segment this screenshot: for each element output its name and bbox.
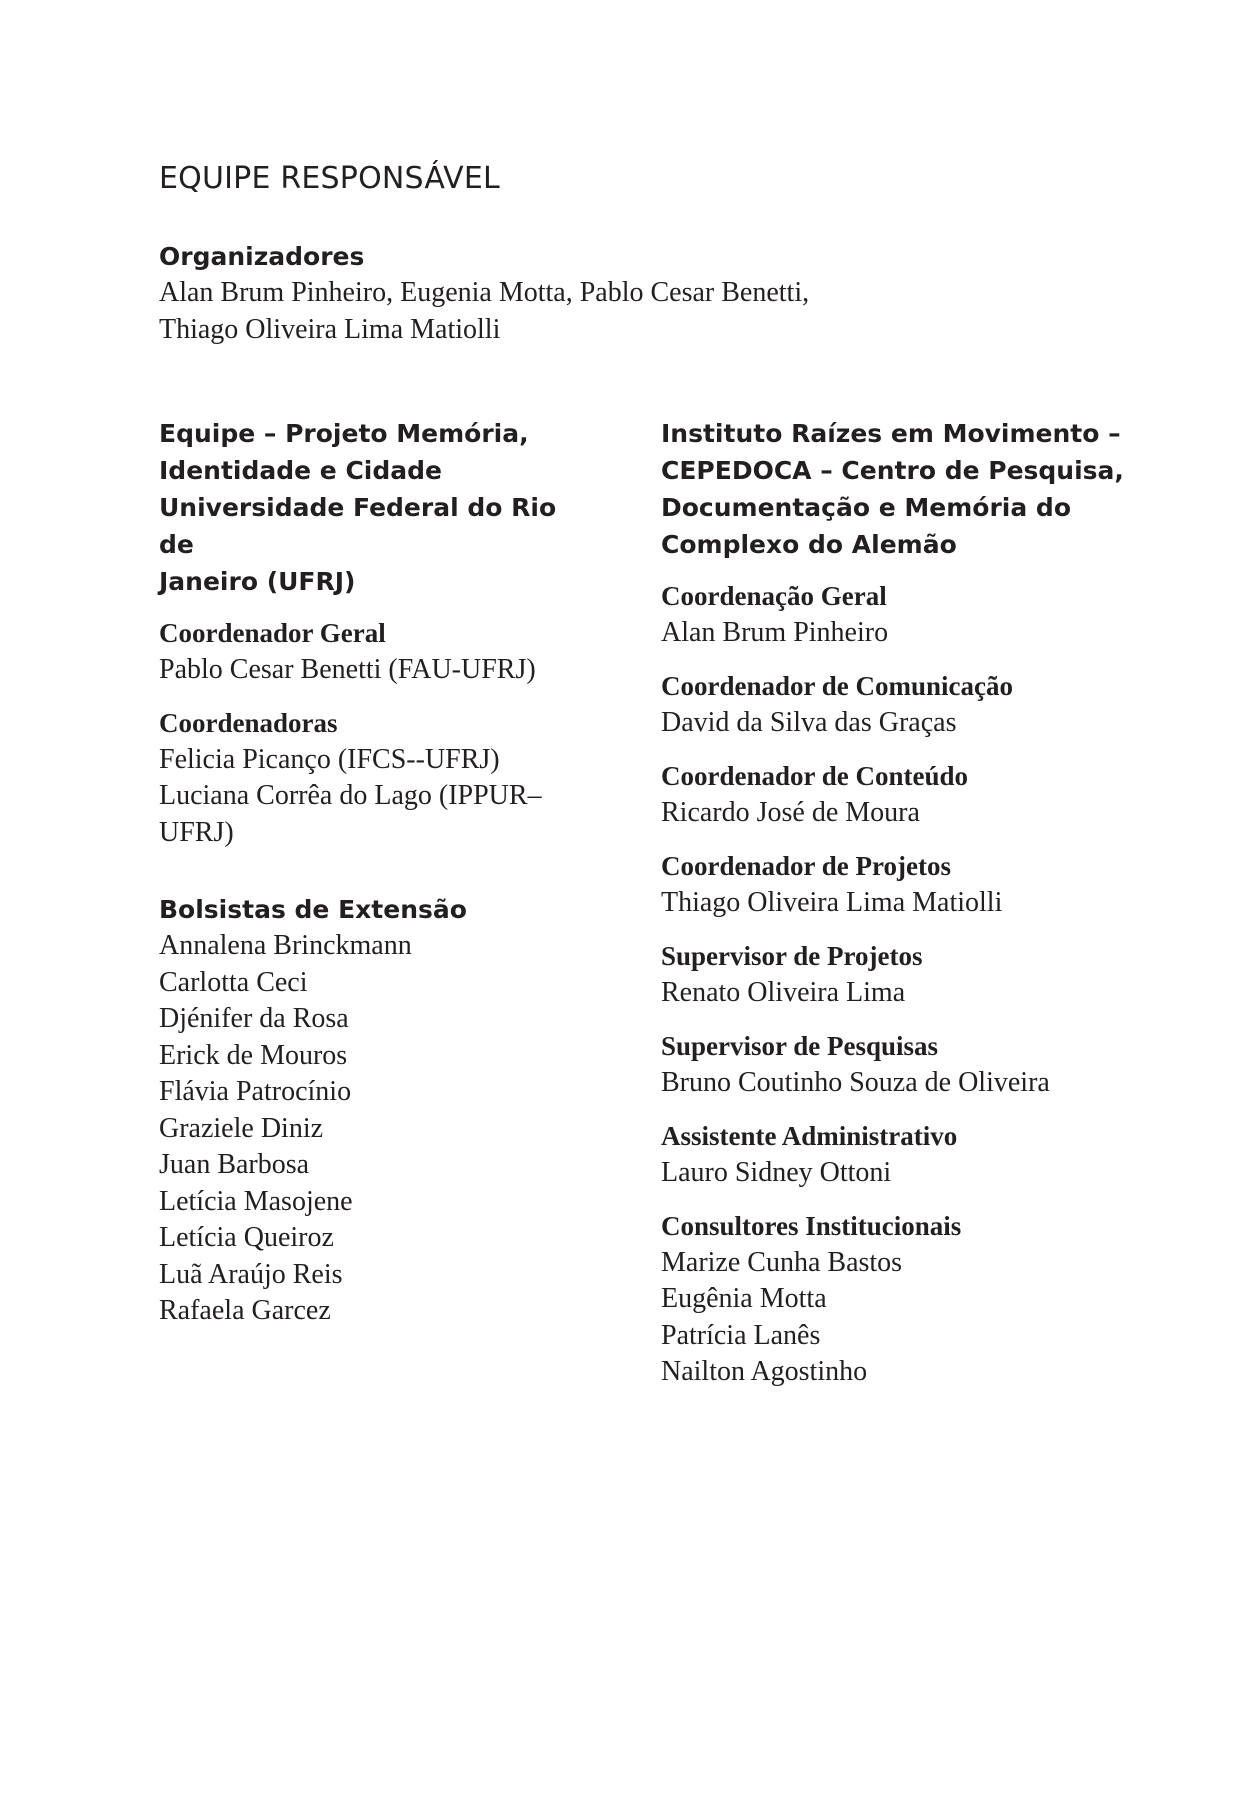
ufrj-team-column bbox=[159, 415, 599, 1330]
bolsistas-list bbox=[159, 928, 599, 1330]
person-name: Luciana Corrêa do Lago (IPPUR– bbox=[159, 780, 542, 811]
role-block bbox=[661, 1118, 1131, 1191]
person-name: Felicia Picanço (IFCS--UFRJ) bbox=[159, 743, 500, 775]
person-name: Bruno Coutinho Souza de Oliveira bbox=[661, 1066, 1050, 1098]
heading-line: CEPEDOCA – Centro de Pesquisa, bbox=[661, 456, 1124, 485]
heading-line: Universidade Federal do Rio de bbox=[159, 493, 557, 559]
organizers-line: Thiago Oliveira Lima Matiolli bbox=[159, 313, 501, 345]
role-title: Coordenador de Comunicação bbox=[661, 671, 1014, 701]
role-title: Coordenador de Conteúdo bbox=[661, 761, 969, 791]
heading-line: Complexo do Alemão bbox=[661, 530, 957, 559]
person-name: Pablo Cesar Benetti (FAU-UFRJ) bbox=[159, 653, 536, 685]
role-title: Coordenação Geral bbox=[661, 581, 887, 611]
list-item: Rafaela Garcez bbox=[159, 1295, 331, 1326]
person-name: Ricardo José de Moura bbox=[661, 796, 920, 828]
person-name: Nailton Agostinho bbox=[661, 1356, 868, 1387]
list-item: Juan Barbosa bbox=[159, 1149, 310, 1180]
list-item: Djénifer da Rosa bbox=[159, 1003, 349, 1034]
person-name: David da Silva das Graças bbox=[661, 706, 957, 738]
role-title: Coordenadoras bbox=[159, 708, 338, 738]
list-item: Annalena Brinckmann bbox=[159, 930, 412, 961]
role-block bbox=[159, 615, 599, 688]
list-item: Carlotta Ceci bbox=[159, 966, 308, 998]
heading-line: Documentação e Memória do bbox=[661, 493, 1071, 522]
list-item: Luã Araújo Reis bbox=[159, 1258, 343, 1290]
role-title: Coordenador de Projetos bbox=[661, 851, 951, 881]
list-item: Graziele Diniz bbox=[159, 1112, 324, 1144]
person-name: Alan Brum Pinheiro bbox=[661, 616, 889, 648]
role-block bbox=[661, 938, 1131, 1011]
ufrj-team-heading bbox=[159, 415, 599, 600]
role-title: Coordenador Geral bbox=[159, 618, 386, 648]
heading-line: Instituto Raízes em Movimento – bbox=[661, 419, 1121, 448]
page-title: EQUIPE RESPONSÁVEL bbox=[159, 161, 500, 196]
role-block bbox=[661, 1208, 1131, 1391]
heading-line: Equipe – Projeto Memória, bbox=[159, 419, 529, 448]
person-name: Marize Cunha Bastos bbox=[661, 1246, 903, 1278]
role-block bbox=[661, 848, 1131, 921]
bolsistas-section bbox=[159, 891, 599, 1330]
role-title: Assistente Administrativo bbox=[661, 1121, 958, 1151]
person-name: Patrícia Lanês bbox=[661, 1319, 821, 1351]
cepedoca-team-heading bbox=[661, 415, 1131, 563]
role-block bbox=[661, 758, 1131, 831]
role-title: Supervisor de Pesquisas bbox=[661, 1031, 939, 1061]
organizers-section bbox=[159, 238, 959, 348]
organizers-line: Alan Brum Pinheiro, Eugenia Motta, Pablo Cesar Benetti, bbox=[159, 277, 810, 308]
role-block bbox=[661, 1028, 1131, 1101]
cepedoca-team-column bbox=[661, 415, 1131, 1408]
role-block bbox=[661, 578, 1131, 651]
person-name: Thiago Oliveira Lima Matiolli bbox=[661, 886, 1003, 918]
list-item: Letícia Queiroz bbox=[159, 1222, 334, 1253]
list-item: Flávia Patrocínio bbox=[159, 1076, 352, 1107]
list-item: Erick de Mouros bbox=[159, 1039, 348, 1071]
list-item: Letícia Masojene bbox=[159, 1185, 353, 1217]
organizers-heading: Organizadores bbox=[159, 242, 365, 271]
person-name: Lauro Sidney Ottoni bbox=[661, 1156, 892, 1188]
role-block bbox=[159, 705, 599, 851]
role-title: Supervisor de Projetos bbox=[661, 941, 923, 971]
person-name: UFRJ) bbox=[159, 816, 234, 848]
heading-line: Identidade e Cidade bbox=[159, 456, 442, 485]
bolsistas-heading: Bolsistas de Extensão bbox=[159, 895, 467, 924]
person-name: Renato Oliveira Lima bbox=[661, 976, 906, 1008]
role-block bbox=[661, 668, 1131, 741]
role-title: Consultores Institucionais bbox=[661, 1211, 962, 1241]
person-name: Eugênia Motta bbox=[661, 1283, 827, 1314]
heading-line: Janeiro (UFRJ) bbox=[159, 567, 356, 596]
